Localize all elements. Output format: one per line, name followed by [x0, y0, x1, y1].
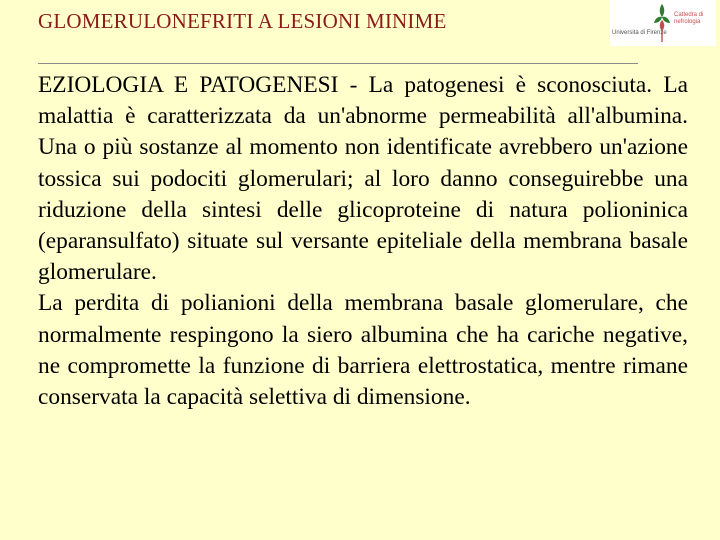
title-divider — [38, 63, 638, 64]
university-logo — [610, 0, 716, 46]
paragraph-etiology-body: - La patogenesi è sconosciuta. La malattia è caratterizzata da un'abnorme permeabilità all'albumina. Una o più sostanze al momento non identificate avrebbero un'azione tossica sui podociti glomerulari; al loro danno conseguirebbe una riduzione della sintesi delle glicoproteine di natura polioninica (eparansulfato) situate sul versante epiteliale della membrana basale glomerulare. — [38, 72, 688, 286]
section-heading: EZIOLOGIA E PATOGENESI — [38, 72, 339, 98]
paragraph-etiology — [38, 70, 688, 288]
lily-emblem-icon — [652, 2, 672, 44]
slide-content — [38, 70, 688, 413]
slide-title: GLOMERULONEFRITI A LESIONI MINIME — [38, 9, 447, 33]
paragraph-polyanions: La perdita di polianioni della membrana basale glomerulare, che normalmente respingono la siero albumina che ha cariche negative, ne compromette la funzione di barriera elettrostatica, mentre rimane conservata la capacità selettiva di dimensione. — [38, 290, 688, 411]
department-name: Cattedra di nefrologia — [674, 12, 704, 25]
university-name: Università di Firenze — [612, 30, 667, 36]
